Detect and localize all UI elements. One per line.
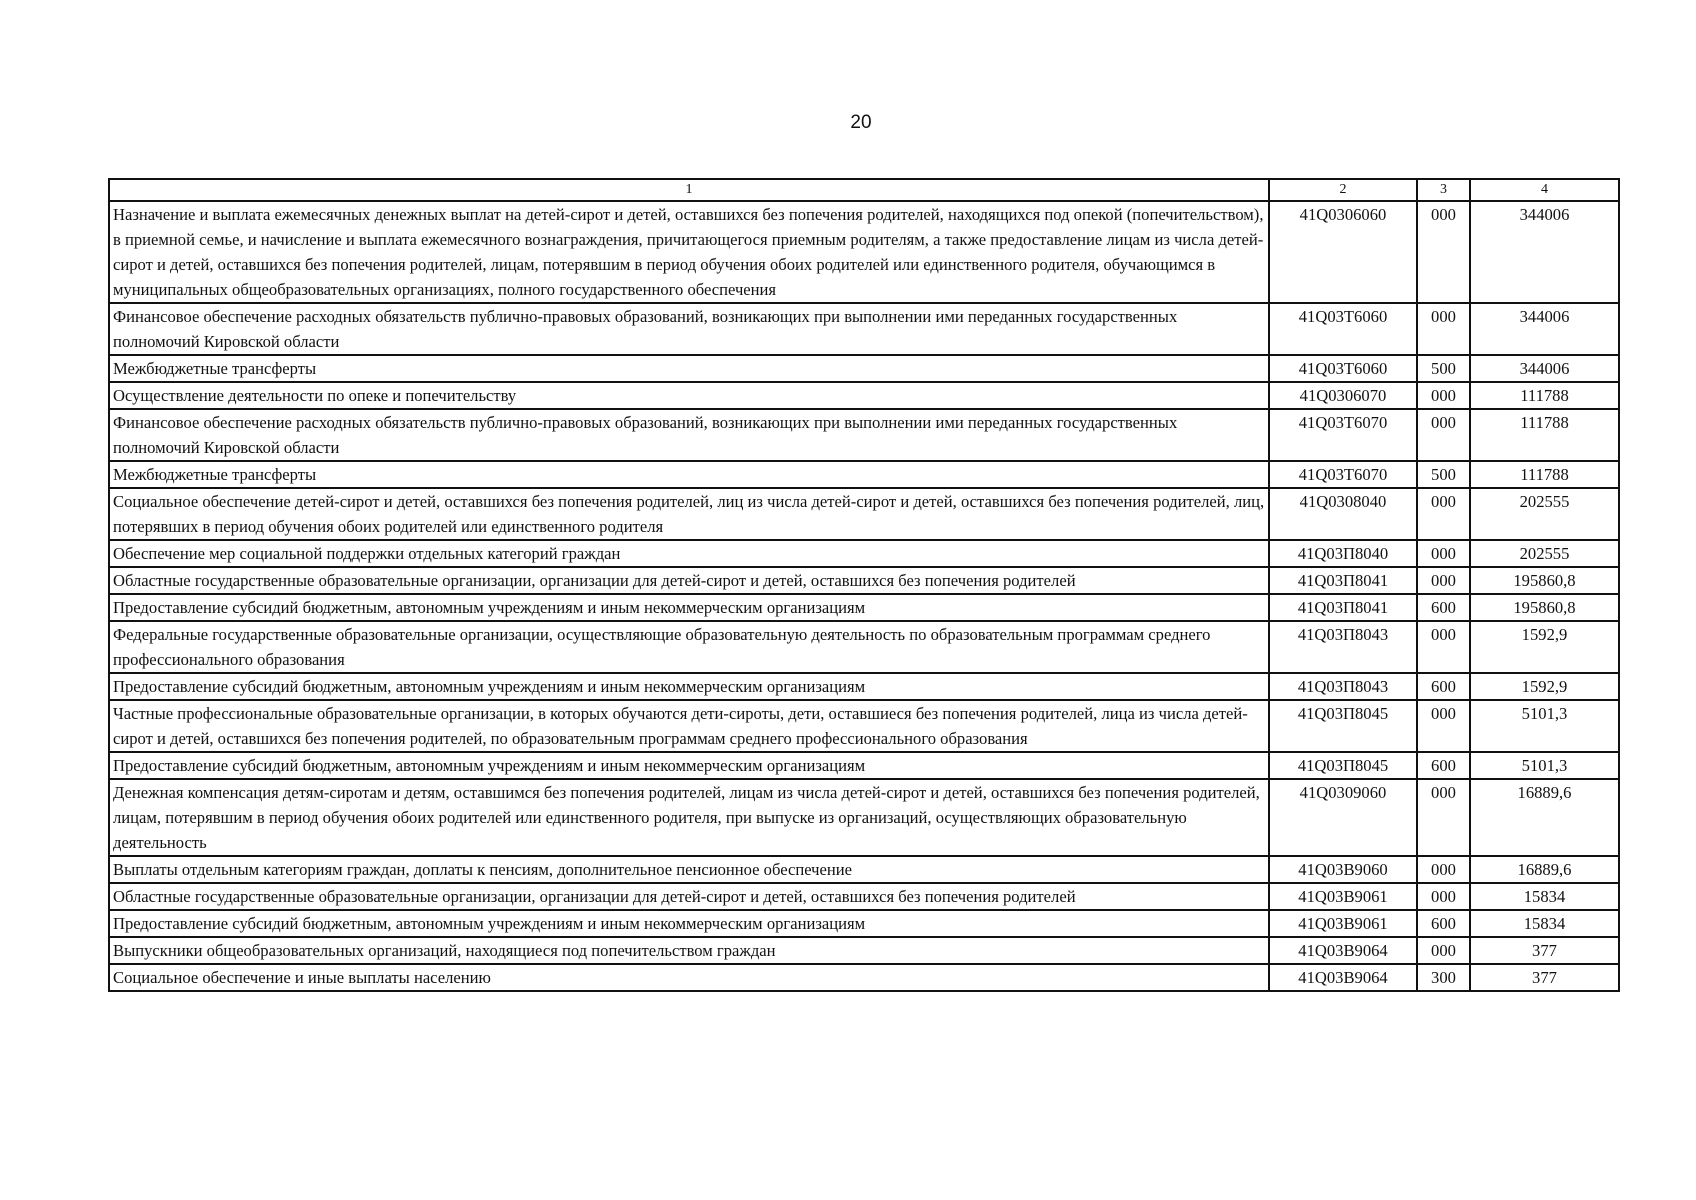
table-row <box>109 910 1619 937</box>
row-type-cell: 000 <box>1417 409 1470 461</box>
row-code-cell: 41Q03П8043 <box>1269 621 1417 673</box>
row-name-cell: Федеральные государственные образовательные организации, осуществляющие образовательную деятельность по образовательным программам среднего профессионального образования <box>109 621 1269 673</box>
row-code-cell: 41Q03В9061 <box>1269 910 1417 937</box>
row-amount-cell: 1592,9 <box>1470 673 1619 700</box>
row-code-cell: 41Q03В9060 <box>1269 856 1417 883</box>
row-type-cell: 600 <box>1417 752 1470 779</box>
row-code-cell: 41Q03Т6070 <box>1269 409 1417 461</box>
row-type-cell: 600 <box>1417 673 1470 700</box>
row-amount-cell: 16889,6 <box>1470 856 1619 883</box>
row-amount-cell: 344006 <box>1470 303 1619 355</box>
row-type-cell: 000 <box>1417 540 1470 567</box>
row-amount-cell: 377 <box>1470 937 1619 964</box>
row-amount-cell: 5101,3 <box>1470 700 1619 752</box>
table-row <box>109 594 1619 621</box>
row-name-cell: Предоставление субсидий бюджетным, автономным учреждениям и иным некоммерческим организациям <box>109 673 1269 700</box>
row-amount-cell: 344006 <box>1470 201 1619 303</box>
row-name-cell: Обеспечение мер социальной поддержки отдельных категорий граждан <box>109 540 1269 567</box>
row-code-cell: 41Q03В9064 <box>1269 937 1417 964</box>
row-name-cell: Частные профессиональные образовательные организации, в которых обучаются дети-сироты, дети, оставшиеся без попечения родителей, лица из числа детей-сирот и детей, оставшихся без попечения родителей, по образовательным программам среднего профессионального образования <box>109 700 1269 752</box>
table-header-row <box>109 179 1619 201</box>
row-name-cell: Межбюджетные трансферты <box>109 461 1269 488</box>
row-code-cell: 41Q0306070 <box>1269 382 1417 409</box>
table-body <box>109 201 1619 991</box>
row-name-cell: Назначение и выплата ежемесячных денежных выплат на детей-сирот и детей, оставшихся без попечения родителей, находящихся под опекой (попечительством), в приемной семье, и начисление и выплата ежемесячного вознаграждения, причитающегося приемным родителям, а также предоставление лицам из числа детей-сирот и детей, оставшихся без попечения родителей, лицам, потерявшим в период обучения обоих родителей или единственного родителя, обучающимся в муниципальных общеобразовательных организациях, полного государственного обеспечения <box>109 201 1269 303</box>
row-type-cell: 000 <box>1417 779 1470 856</box>
row-code-cell: 41Q03П8045 <box>1269 752 1417 779</box>
row-name-cell: Межбюджетные трансферты <box>109 355 1269 382</box>
row-type-cell: 600 <box>1417 910 1470 937</box>
row-name-cell: Областные государственные образовательные организации, организации для детей-сирот и детей, оставшихся без попечения родителей <box>109 567 1269 594</box>
column-header-2: 2 <box>1269 179 1417 201</box>
row-code-cell: 41Q0309060 <box>1269 779 1417 856</box>
row-name-cell: Денежная компенсация детям-сиротам и детям, оставшимся без попечения родителей, лицам из числа детей-сирот и детей, оставшихся без попечения родителей, лицам, потерявшим в период обучения обоих родителей или единственного родителя, при выпуске из организаций, осуществляющих образовательную деятельность <box>109 779 1269 856</box>
row-amount-cell: 15834 <box>1470 883 1619 910</box>
table-row <box>109 355 1619 382</box>
table-row <box>109 461 1619 488</box>
row-code-cell: 41Q03П8040 <box>1269 540 1417 567</box>
row-amount-cell: 16889,6 <box>1470 779 1619 856</box>
row-name-cell: Социальное обеспечение и иные выплаты населению <box>109 964 1269 991</box>
row-amount-cell: 195860,8 <box>1470 567 1619 594</box>
row-name-cell: Выплаты отдельным категориям граждан, доплаты к пенсиям, дополнительное пенсионное обеспечение <box>109 856 1269 883</box>
row-name-cell: Социальное обеспечение детей-сирот и детей, оставшихся без попечения родителей, лиц из числа детей-сирот и детей, оставшихся без попечения родителей, лиц, потерявших в период обучения обоих родителей или единственного родителя <box>109 488 1269 540</box>
row-type-cell: 000 <box>1417 621 1470 673</box>
table-row <box>109 567 1619 594</box>
row-name-cell: Финансовое обеспечение расходных обязательств публично-правовых образований, возникающих при выполнении ими переданных государственных полномочий Кировской области <box>109 409 1269 461</box>
row-code-cell: 41Q03П8043 <box>1269 673 1417 700</box>
budget-table <box>108 178 1620 992</box>
row-type-cell: 000 <box>1417 856 1470 883</box>
row-code-cell: 41Q03П8041 <box>1269 594 1417 621</box>
column-header-4: 4 <box>1470 179 1619 201</box>
table-row <box>109 540 1619 567</box>
row-name-cell: Выпускники общеобразовательных организаций, находящиеся под попечительством граждан <box>109 937 1269 964</box>
row-amount-cell: 202555 <box>1470 488 1619 540</box>
table-row <box>109 673 1619 700</box>
row-name-cell: Предоставление субсидий бюджетным, автономным учреждениям и иным некоммерческим организациям <box>109 752 1269 779</box>
table-row <box>109 700 1619 752</box>
row-amount-cell: 344006 <box>1470 355 1619 382</box>
row-type-cell: 500 <box>1417 461 1470 488</box>
row-amount-cell: 111788 <box>1470 409 1619 461</box>
table-row <box>109 752 1619 779</box>
row-name-cell: Осуществление деятельности по опеке и попечительству <box>109 382 1269 409</box>
row-type-cell: 000 <box>1417 567 1470 594</box>
row-type-cell: 000 <box>1417 883 1470 910</box>
row-type-cell: 000 <box>1417 700 1470 752</box>
row-type-cell: 000 <box>1417 201 1470 303</box>
row-code-cell: 41Q0306060 <box>1269 201 1417 303</box>
row-name-cell: Финансовое обеспечение расходных обязательств публично-правовых образований, возникающих при выполнении ими переданных государственных полномочий Кировской области <box>109 303 1269 355</box>
row-type-cell: 000 <box>1417 303 1470 355</box>
table-row <box>109 621 1619 673</box>
row-code-cell: 41Q03В9061 <box>1269 883 1417 910</box>
row-amount-cell: 111788 <box>1470 382 1619 409</box>
row-code-cell: 41Q03Т6070 <box>1269 461 1417 488</box>
column-header-3: 3 <box>1417 179 1470 201</box>
row-amount-cell: 202555 <box>1470 540 1619 567</box>
row-type-cell: 000 <box>1417 488 1470 540</box>
table-row <box>109 382 1619 409</box>
row-code-cell: 41Q03П8045 <box>1269 700 1417 752</box>
row-amount-cell: 195860,8 <box>1470 594 1619 621</box>
table-row <box>109 856 1619 883</box>
row-code-cell: 41Q03Т6060 <box>1269 355 1417 382</box>
row-code-cell: 41Q03Т6060 <box>1269 303 1417 355</box>
row-name-cell: Областные государственные образовательные организации, организации для детей-сирот и детей, оставшихся без попечения родителей <box>109 883 1269 910</box>
row-name-cell: Предоставление субсидий бюджетным, автономным учреждениям и иным некоммерческим организациям <box>109 910 1269 937</box>
column-header-1: 1 <box>109 179 1269 201</box>
row-amount-cell: 111788 <box>1470 461 1619 488</box>
table-row <box>109 964 1619 991</box>
row-type-cell: 600 <box>1417 594 1470 621</box>
page-number: 20 <box>850 112 872 133</box>
row-type-cell: 000 <box>1417 382 1470 409</box>
table-row <box>109 409 1619 461</box>
row-type-cell: 300 <box>1417 964 1470 991</box>
row-code-cell: 41Q0308040 <box>1269 488 1417 540</box>
row-code-cell: 41Q03В9064 <box>1269 964 1417 991</box>
table-row <box>109 779 1619 856</box>
row-amount-cell: 15834 <box>1470 910 1619 937</box>
row-amount-cell: 1592,9 <box>1470 621 1619 673</box>
table-row <box>109 937 1619 964</box>
row-amount-cell: 377 <box>1470 964 1619 991</box>
row-type-cell: 000 <box>1417 937 1470 964</box>
table-row <box>109 303 1619 355</box>
table-row <box>109 488 1619 540</box>
table-row <box>109 201 1619 303</box>
row-code-cell: 41Q03П8041 <box>1269 567 1417 594</box>
row-amount-cell: 5101,3 <box>1470 752 1619 779</box>
table-row <box>109 883 1619 910</box>
row-type-cell: 500 <box>1417 355 1470 382</box>
row-name-cell: Предоставление субсидий бюджетным, автономным учреждениям и иным некоммерческим организациям <box>109 594 1269 621</box>
